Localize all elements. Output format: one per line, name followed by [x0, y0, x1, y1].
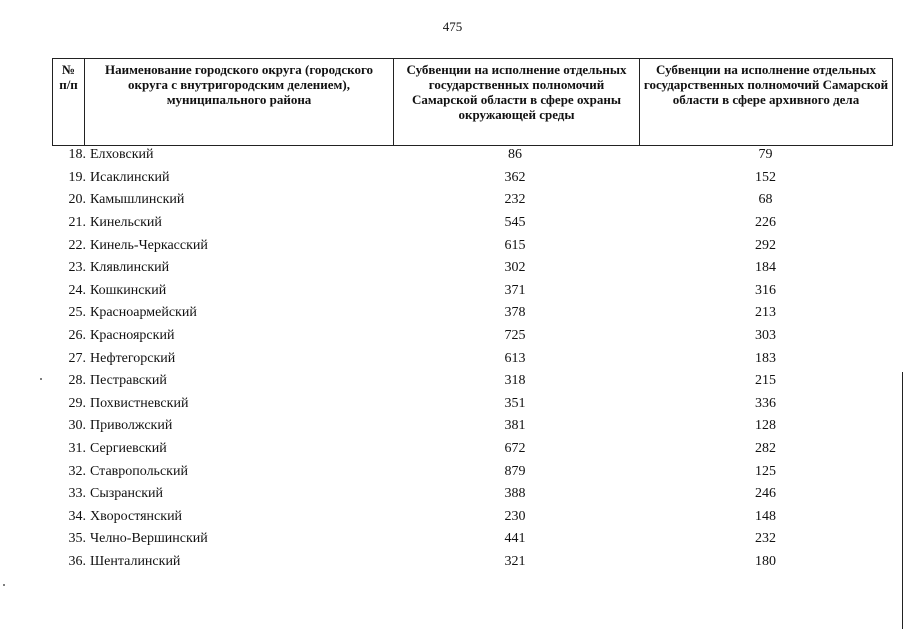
row-archive-subvention: 125 — [755, 463, 776, 479]
row-archive-subvention: 292 — [755, 237, 776, 253]
row-district-name: Похвистневский — [90, 395, 189, 411]
row-archive-subvention: 226 — [755, 215, 776, 231]
row-district-name: Челно-Вершинский — [90, 531, 208, 547]
row-environment-subvention: 378 — [504, 305, 526, 321]
row-environment-subvention: 321 — [504, 553, 526, 569]
table-row — [52, 189, 892, 212]
header-num: № п/п — [53, 59, 85, 146]
row-environment-subvention: 371 — [504, 282, 526, 298]
row-archive-subvention: 316 — [755, 282, 776, 298]
row-district-name: Исаклинский — [90, 169, 170, 185]
table-row — [52, 528, 892, 551]
table-row — [52, 280, 892, 303]
row-environment-subvention: 441 — [504, 531, 526, 547]
row-environment-subvention: 613 — [504, 350, 526, 366]
table-row — [52, 393, 892, 416]
row-district-name: Кинель-Черкасский — [90, 237, 208, 253]
row-environment-subvention: 615 — [504, 237, 526, 253]
row-number: 35. — [68, 531, 86, 547]
row-number: 21. — [68, 215, 86, 231]
row-number: 36. — [68, 553, 86, 569]
row-number: 25. — [68, 305, 86, 321]
row-archive-subvention: 68 — [758, 192, 773, 208]
row-environment-subvention: 230 — [504, 508, 526, 524]
table-row — [52, 167, 892, 190]
header-col2: Субвенции на исполнение отдельных государственных полномочий Самарской области в сфере архивного дела — [640, 59, 893, 146]
row-environment-subvention: 381 — [504, 418, 526, 434]
row-district-name: Кошкинский — [90, 282, 167, 298]
table-row — [52, 144, 892, 167]
row-number: 34. — [68, 508, 86, 524]
table-row — [52, 370, 892, 393]
table-row — [52, 506, 892, 529]
scan-speck — [3, 584, 5, 586]
table-row — [52, 347, 892, 370]
row-environment-subvention: 545 — [504, 215, 526, 231]
row-district-name: Сергиевский — [90, 441, 167, 457]
row-environment-subvention: 232 — [504, 192, 526, 208]
table-row — [52, 438, 892, 461]
row-archive-subvention: 79 — [758, 147, 773, 163]
row-environment-subvention: 362 — [504, 169, 526, 185]
row-district-name: Кинельский — [90, 215, 162, 231]
row-archive-subvention: 282 — [755, 441, 776, 457]
row-environment-subvention: 302 — [504, 260, 526, 276]
row-number: 33. — [68, 486, 86, 502]
row-archive-subvention: 215 — [755, 373, 776, 389]
row-district-name: Красноармейский — [90, 305, 197, 321]
row-number: 20. — [68, 192, 86, 208]
row-district-name: Приволжский — [90, 418, 173, 434]
row-archive-subvention: 148 — [755, 508, 776, 524]
row-district-name: Пестравский — [90, 373, 167, 389]
table-row — [52, 212, 892, 235]
row-archive-subvention: 128 — [755, 418, 776, 434]
row-number: 22. — [68, 237, 86, 253]
scan-speck — [40, 378, 42, 380]
row-archive-subvention: 184 — [755, 260, 776, 276]
table-row — [52, 257, 892, 280]
row-environment-subvention: 86 — [508, 147, 522, 163]
row-number: 19. — [68, 169, 86, 185]
row-district-name: Хворостянский — [90, 508, 183, 524]
row-archive-subvention: 213 — [755, 305, 776, 321]
row-archive-subvention: 232 — [755, 531, 776, 547]
table-row — [52, 302, 892, 325]
row-environment-subvention: 388 — [504, 486, 526, 502]
table-row — [52, 325, 892, 348]
scan-margin-line — [902, 372, 903, 629]
table-body — [52, 144, 892, 573]
table-row — [52, 415, 892, 438]
header-name: Наименование городского округа (городского округа с внутригородским делением), муниципального района — [85, 59, 394, 146]
table-row — [52, 460, 892, 483]
row-environment-subvention: 879 — [504, 463, 526, 479]
row-archive-subvention: 303 — [755, 328, 776, 344]
table-header — [52, 58, 893, 146]
row-district-name: Клявлинский — [90, 260, 170, 276]
row-number: 26. — [68, 328, 86, 344]
row-number: 18. — [68, 147, 86, 163]
row-district-name: Камышлинский — [90, 192, 185, 208]
row-district-name: Ставропольский — [90, 463, 188, 479]
row-archive-subvention: 183 — [755, 350, 776, 366]
row-number: 27. — [68, 350, 86, 366]
row-number: 29. — [68, 395, 86, 411]
row-environment-subvention: 725 — [504, 328, 526, 344]
row-archive-subvention: 246 — [755, 486, 776, 502]
table-row — [52, 483, 892, 506]
row-environment-subvention: 318 — [504, 373, 526, 389]
row-archive-subvention: 336 — [755, 395, 776, 411]
row-number: 32. — [68, 463, 86, 479]
header-col1: Субвенции на исполнение отдельных государственных полномочий Самарской области в сфере охраны окружающей среды — [394, 59, 640, 146]
row-number: 30. — [68, 418, 86, 434]
row-environment-subvention: 672 — [504, 441, 526, 457]
row-district-name: Шенталинский — [90, 553, 181, 569]
row-district-name: Нефтегорский — [90, 350, 176, 366]
row-number: 28. — [68, 373, 86, 389]
table-row — [52, 551, 892, 574]
row-environment-subvention: 351 — [504, 395, 526, 411]
row-district-name: Красноярский — [90, 328, 175, 344]
page-number: 475 — [442, 19, 463, 34]
row-district-name: Сызранский — [90, 486, 163, 502]
table-row — [52, 234, 892, 257]
row-archive-subvention: 152 — [755, 169, 776, 185]
row-district-name: Елховский — [90, 147, 154, 163]
row-archive-subvention: 180 — [755, 553, 776, 569]
row-number: 24. — [68, 282, 86, 298]
row-number: 31. — [68, 441, 86, 457]
row-number: 23. — [68, 260, 86, 276]
